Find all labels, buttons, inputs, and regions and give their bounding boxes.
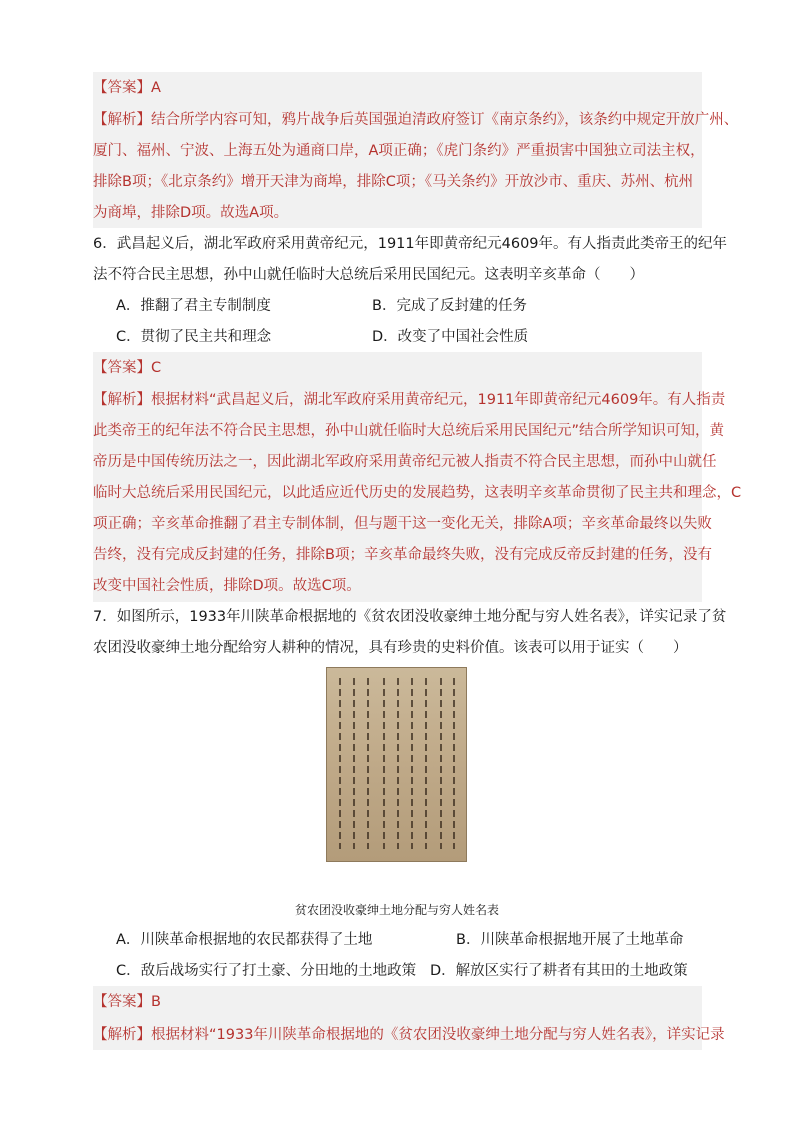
q7-stem-line: 7．如图所示，1933年川陕革命根据地的《贫农团没收豪绅土地分配与穷人姓名表》，详实记录了贫 <box>93 609 727 625</box>
answer-tag: 【答案】 <box>93 360 151 376</box>
answer-value: C <box>151 360 162 376</box>
answer-tag: 【答案】 <box>93 80 151 96</box>
q7-answer <box>93 992 161 1012</box>
answer-tag: 【答案】 <box>93 994 151 1010</box>
q6-analysis-line: 帝历是中国传统历法之一，因此湖北军政府采用黄帝纪元被人指责不符合民主思想，而孙中山就任 <box>93 454 717 470</box>
q7-analysis-line: 【解析】根据材料“1933年川陕革命根据地的《贫农团没收豪绅土地分配与穷人姓名表》，详实记录 <box>93 1027 725 1043</box>
q5-analysis-line: 为商埠，排除D项。故选A项。 <box>93 205 289 221</box>
q7-option-d[interactable]: D．解放区实行了耕者有其田的土地政策 <box>430 963 688 979</box>
q5-analysis-line: 排除B项；《北京条约》增开天津为商埠，排除C项；《马关条约》开放沙市、重庆、苏州、杭州 <box>93 174 694 190</box>
q6-analysis-line: 此类帝王的纪年法不符合民主思想，孙中山就任临时大总统后采用民国纪元”结合所学知识可知，黄 <box>93 423 725 439</box>
q7-option-a[interactable]: A．川陕革命根据地的农民都获得了土地 <box>116 932 373 948</box>
q6-option-b[interactable]: B．完成了反封建的任务 <box>372 298 527 314</box>
answer-value: B <box>151 994 161 1010</box>
historical-document-image <box>326 667 467 862</box>
q7-stem-line: 农团没收豪绅土地分配给穷人耕种的情况，具有珍贵的史料价值。该表可以用于证实（ ） <box>93 640 688 656</box>
q6-option-a[interactable]: A．推翻了君主专制制度 <box>116 298 271 314</box>
q5-answer <box>93 78 161 98</box>
q6-option-c[interactable]: C．贯彻了民主共和理念 <box>116 329 272 345</box>
image-caption: 贫农团没收豪绅土地分配与穷人姓名表 <box>294 903 499 917</box>
analysis-tag: 【解析】 <box>93 392 151 408</box>
answer-value: A <box>151 80 161 96</box>
analysis-tag: 【解析】 <box>93 1027 151 1043</box>
q5-analysis-line: 【解析】结合所学内容可知，鸦片战争后英国强迫清政府签订《南京条约》，该条约中规定开放广州、 <box>93 112 739 128</box>
q6-analysis-line: 项正确；辛亥革命推翻了君主专制体制，但与题干这一变化无关，排除A项；辛亥革命最终以失败 <box>93 516 712 532</box>
q7-option-c[interactable]: C．敌后战场实行了打土豪、分田地的土地政策 <box>116 963 417 979</box>
q6-analysis-line: 【解析】根据材料“武昌起义后，湖北军政府采用黄帝纪元，1911年即黄帝纪元4609年。有人指责 <box>93 392 726 408</box>
q6-stem-line: 法不符合民主思想，孙中山就任临时大总统后采用民国纪元。这表明辛亥革命（ ） <box>93 267 644 283</box>
q5-analysis-line: 厦门、福州、宁波、上海五处为通商口岸，A项正确；《虎门条约》严重损害中国独立司法主权， <box>93 143 705 159</box>
q6-option-d[interactable]: D．改变了中国社会性质 <box>372 329 529 345</box>
q6-analysis-line: 改变中国社会性质，排除D项。故选C项。 <box>93 578 361 594</box>
q6-analysis-line: 告终，没有完成反封建的任务，排除B项；辛亥革命最终失败，没有完成反帝反封建的任务，没有 <box>93 547 712 563</box>
analysis-tag: 【解析】 <box>93 112 151 128</box>
q7-option-b[interactable]: B．川陕革命根据地开展了土地革命 <box>456 932 684 948</box>
q6-stem-line: 6．武昌起义后，湖北军政府采用黄帝纪元，1911年即黄帝纪元4609年。有人指责此类帝王的纪年 <box>93 236 728 252</box>
q6-answer <box>93 358 161 378</box>
q6-analysis-line: 临时大总统后采用民国纪元，以此适应近代历史的发展趋势，这表明辛亥革命贯彻了民主共和理念，C <box>93 485 742 501</box>
